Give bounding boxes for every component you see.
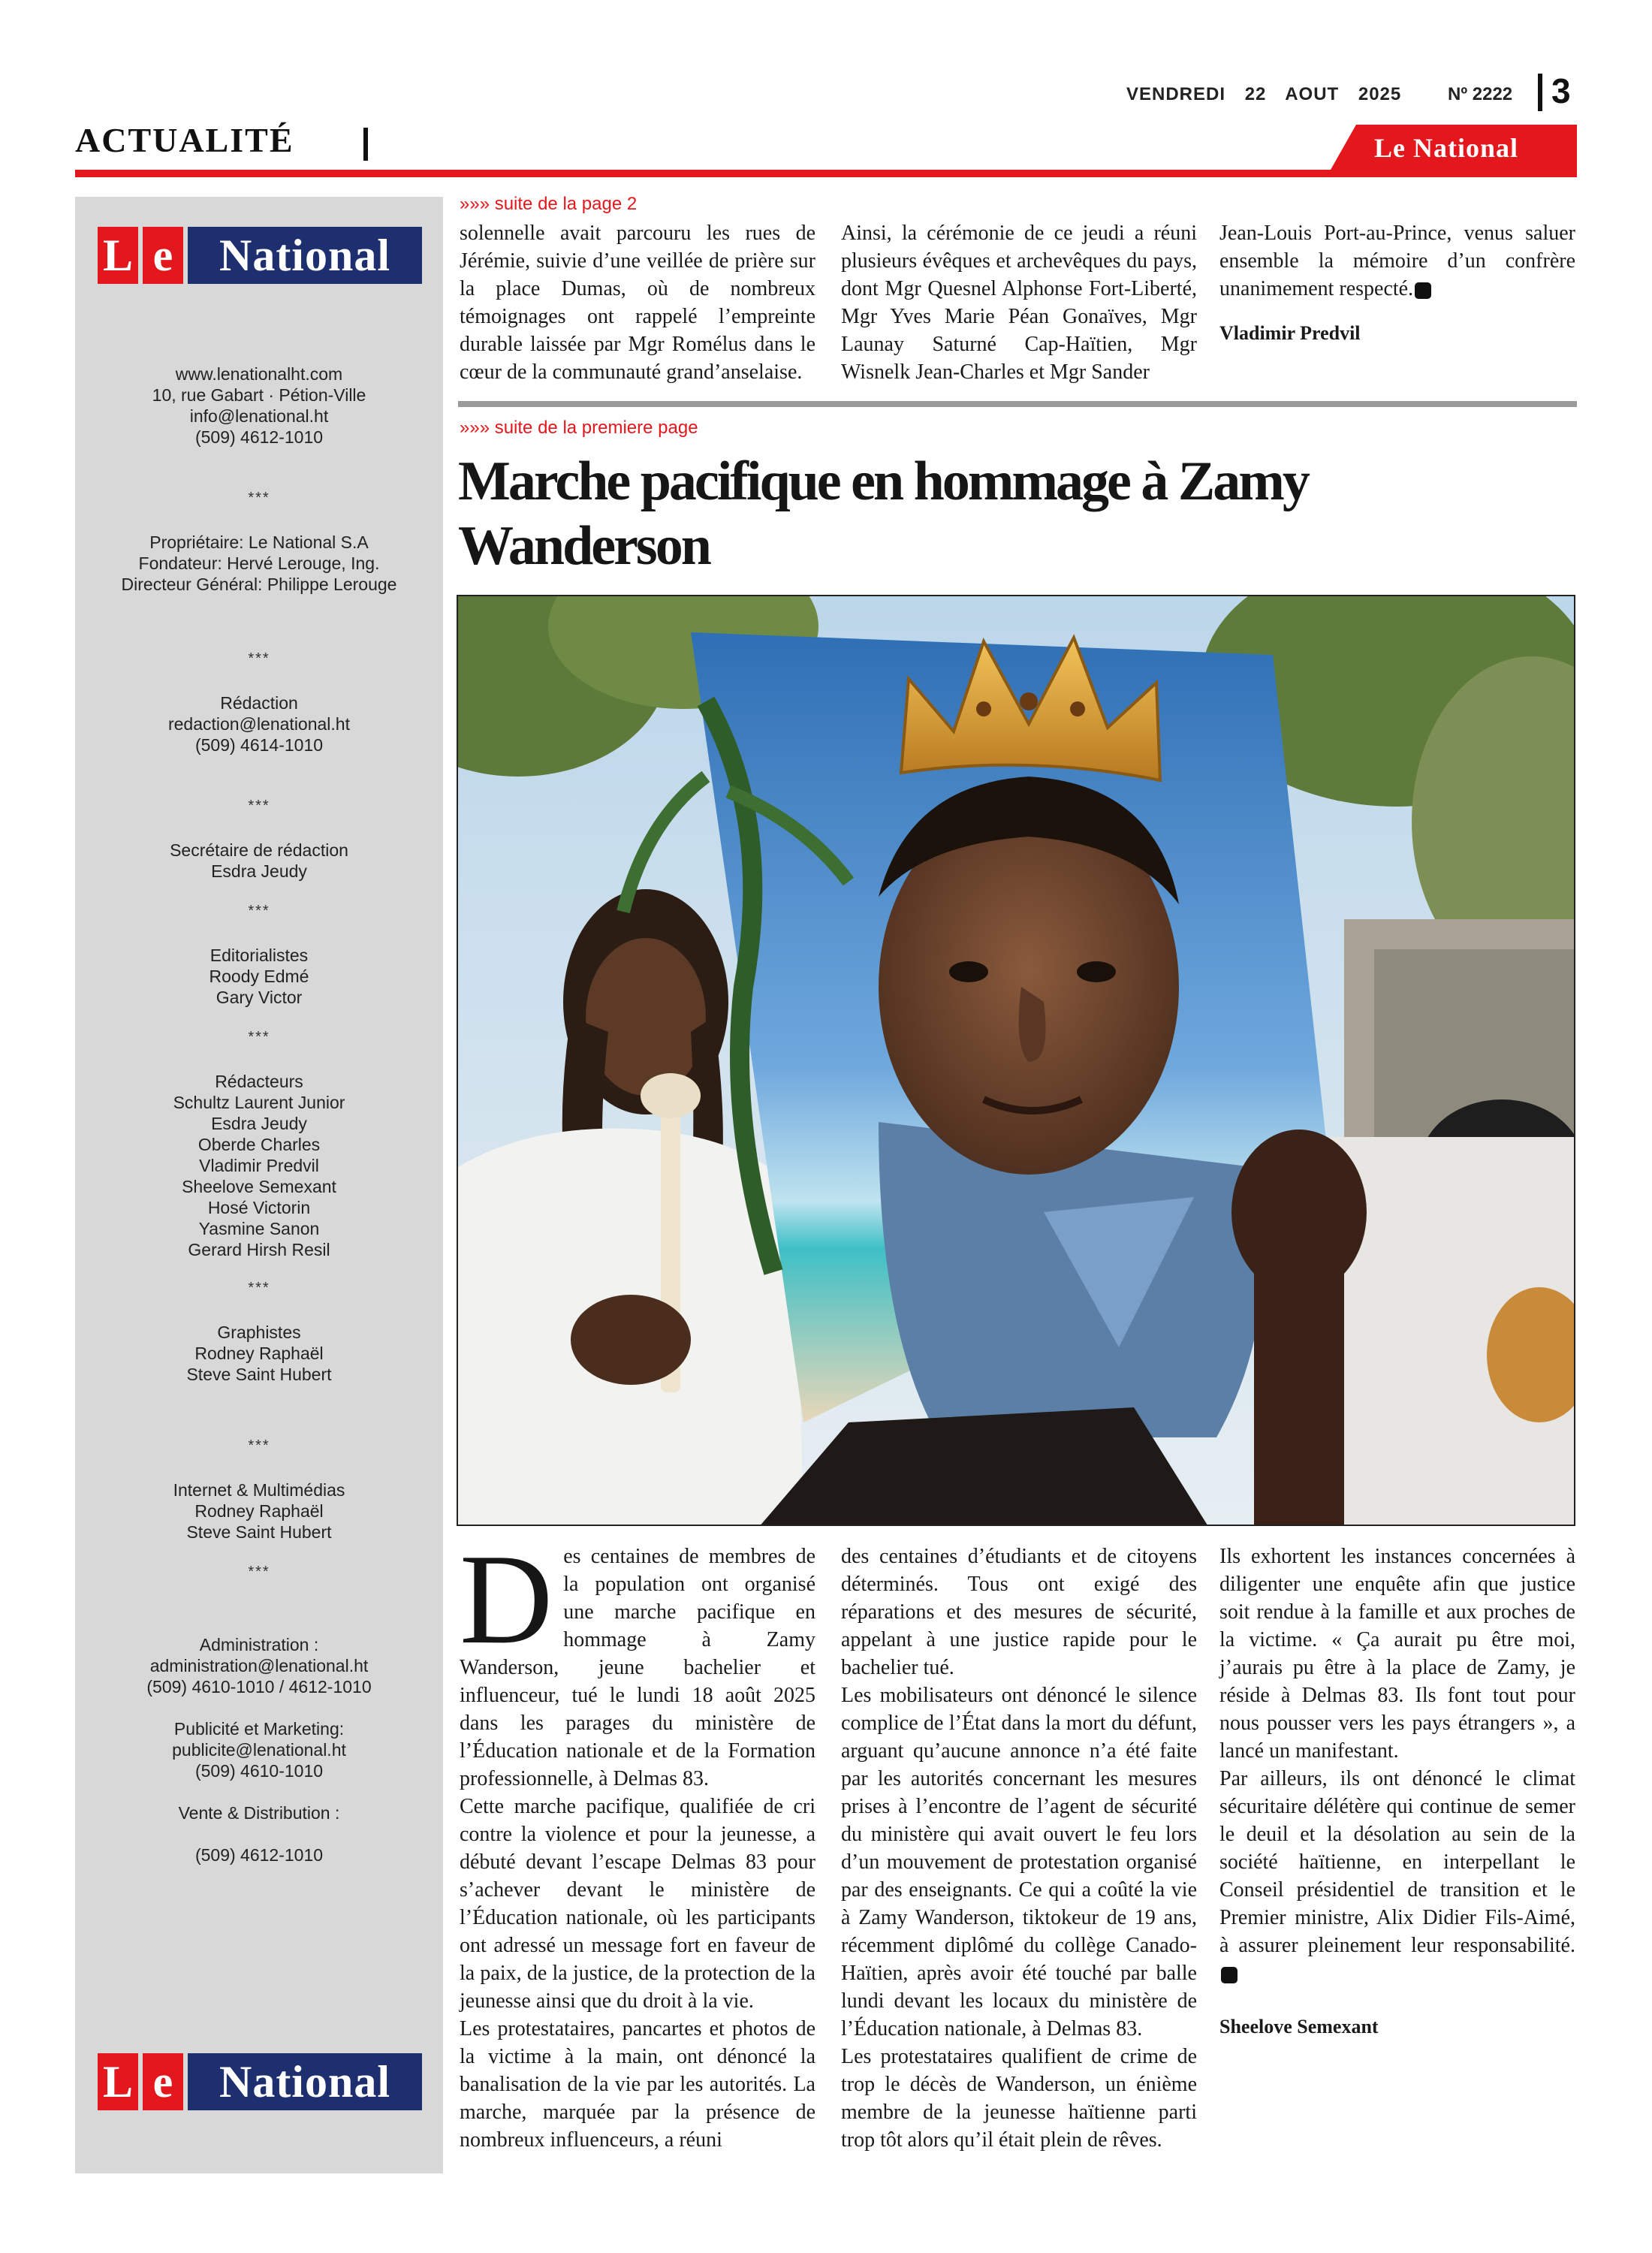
continuation-paragraph [1219,219,1575,303]
separator: *** [248,490,270,506]
separator: *** [248,650,270,667]
article-paragraph: Ils exhortent les instances concernées à diligenter une enquête afin que justice soit rendue à la famille et aux proches de la victime. « Ça aurait pu être moi, j’aurais pu être à la place de Zamy, je réside à Delmas 83. Ils font tout pour nous pousser vers les pays étrangers », a lancé un manifestant. [1219,1545,1575,1763]
administration-title: Administration : [199,1635,319,1654]
continuation-paragraph: solennelle avait parcouru les rues de Jérémie, suivie d’une veillée de prière sur la place Dumas, où de nombreux témoignages ont rappelé l’empreinte durable laissée par Mgr Romélus dans le cœur de la communauté grand’anselaise. [460,222,815,384]
editorialistes-block [75,945,443,1008]
address: 10, rue Gabart · Pétion-Ville [152,385,366,405]
administration-email: administration@lenational.ht [149,1656,369,1675]
drop-cap: D [460,1528,553,1671]
secretaire-title: Secrétaire de rédaction [170,840,348,860]
continuation-paragraph: Ainsi, la cérémonie de ce jeudi a réuni plusieurs évêques et archevêques du pays, dont Mgr Quesnel Alphonse Fort-Liberté, Mgr Yves Marie Péan Gonaïves, Mgr Launay Saturné Cap-Haïtien, Mgr Wisnelk Jean-Charles et Mgr Sander [841,222,1197,384]
le-national-logo [98,227,422,284]
redaction-block [75,692,443,756]
redacteur-name: Gerard Hirsh Resil [188,1240,330,1259]
article-paragraph [1219,1765,1575,1987]
contact-block [75,363,443,448]
date-month: AOUT [1285,84,1340,104]
separator: *** [248,1029,270,1045]
editorialiste-name: Roody Edmé [209,967,309,986]
editorialiste-name: Gary Victor [216,988,303,1007]
owners-block [75,532,443,595]
date-year: 2025 [1358,84,1402,104]
editorialistes-title: Editorialistes [210,946,309,965]
masthead-sidebar [75,197,443,2173]
header-rule [75,170,1577,177]
publicite-phone: (509) 4610-1010 [194,1761,324,1781]
founder-line: Fondateur: Hervé Lerouge, Ing. [138,553,380,573]
redacteur-name: Hosé Victorin [207,1198,311,1217]
date-number: 22 [1244,84,1267,104]
page-number-divider [1538,74,1542,111]
vente-block [75,1802,443,1823]
article-paragraph-text: es centaines de membres de la population ont organisé une marche pacifique en hommage à Zamy Wanderson, jeune bachelier et influenceur, tué le lundi 18 août 2025 dans les parages du ministère de l’Éducation nationale et de la Formation professionnelle, à Delmas 83. [460,1545,815,1790]
internet-name: Steve Saint Hubert [186,1522,332,1542]
separator: *** [248,798,270,814]
internet-block [75,1479,443,1543]
redacteurs-block [75,1071,443,1260]
redaction-email: redaction@lenational.ht [167,714,350,734]
end-of-article-icon [1415,282,1431,299]
continuation-byline: Vladimir Predvil [1219,322,1361,344]
logo-letter-l: L [98,227,138,284]
redacteur-name: Schultz Laurent Junior [173,1093,345,1112]
article-paragraph: des centaines d’étudiants et de citoyens déterminés. Tous ont exigé des réparations et des mesures de sécurité, appelant à une justice rapide pour le bachelier tué. [841,1545,1197,1679]
article-byline: Sheelove Semexant [1219,2016,1379,2037]
vente-phone: (509) 4612-1010 [194,1845,324,1865]
email: info@lenational.ht [189,406,329,426]
graphistes-block [75,1322,443,1385]
separator: *** [248,1280,270,1296]
article-paragraph [460,1528,815,1793]
article-column-2 [841,1543,1197,2154]
redaction-title: Rédaction [220,693,298,713]
article-paragraph: Les protestataires, pancartes et photos de la victime à la main, ont dénoncé la banalisation de la vie par les autorités. La marche, marquée par la présence de nombreux influenceurs, a réuni [460,2017,815,2152]
article-photo [457,595,1575,1526]
article-column-3 [1219,1543,1575,2040]
continuation-column-1 [460,219,815,386]
issue-date [1126,84,1415,105]
logo-letter-e: e [143,2053,183,2110]
article-paragraph-text: Par ailleurs, ils ont dénoncé le climat sécuritaire délétère qui continue de semer le deuil et la désolation au sein de la société haïtienne, en interpellant le Conseil présidentiel de transition et le Premier ministre, Alix Didier Fils-Aimé, à assurer pleinement leur responsabilité. [1219,1767,1575,1957]
logo-letter-e: e [143,227,183,284]
date-day: VENDREDI [1126,84,1226,104]
page-number: 3 [1551,71,1571,110]
separator: *** [248,903,270,919]
website: www.lenationalht.com [175,364,343,384]
redacteur-name: Yasmine Sanon [198,1219,320,1238]
redaction-phone: (509) 4614-1010 [194,735,324,755]
redacteur-name: Sheelove Semexant [182,1177,336,1196]
continuation-column-3 [1219,219,1575,347]
administration-block [75,1634,443,1697]
article-divider [458,401,1577,407]
vente-title: Vente & Distribution : [178,1803,340,1823]
issue-number: Nº 2222 [1448,84,1513,104]
redacteur-name: Oberde Charles [197,1135,321,1154]
separator: *** [248,1564,270,1580]
article-headline: Marche pacifique en hommage à Zamy Wanderson [458,451,1308,577]
phone: (509) 4612-1010 [194,427,324,447]
logo-letter-l: L [98,2053,138,2110]
separator: *** [248,1437,270,1454]
article-paragraph: Cette marche pacifique, qualifiée de cri contre la violence et pour la jeunesse, a débuté devant l’escape Delmas 83 pour s’achever devant le ministère de l’Éducation nationale, où les participants ont adressé un message fort en faveur de la paix, de la justice, de la protection de la jeunesse ainsi que du droit à la vie. [460,1795,815,2013]
publicite-title: Publicité et Marketing: [173,1719,345,1739]
redacteurs-title: Rédacteurs [215,1072,303,1091]
redacteur-name: Esdra Jeudy [211,1114,307,1133]
continuation-paragraph-text: Jean-Louis Port-au-Prince, venus saluer ensemble la mémoire d’un confrère unanimement respecté. [1219,222,1575,300]
graphiste-name: Rodney Raphaël [194,1344,324,1363]
article-paragraph: Les mobilisateurs ont dénoncé le silence complice de l’État dans la mort du défunt, arguant qu’aucune annonce n’a été faite par les autorités concernant les mesures prises à l’encontre de l’agent de sécurité du ministère qui avait ouvert le feu lors d’un mouvement de protestation organisé par des enseignants. Ce qui a coûté la vie à Zamy Wanderson, tiktokeur de 19 ans, récemment diplômé du collège Canado-Haïtien, après avoir été touché par balle lundi devant les locaux du ministère de l’Éducation nationale, à Delmas 83. [841,1684,1197,2040]
secretaire-block [75,840,443,882]
section-title: ACTUALITÉ [75,121,294,159]
continuation-column-2 [841,219,1197,386]
publicite-email: publicite@lenational.ht [172,1740,346,1760]
administration-phone: (509) 4610-1010 / 4612-1010 [146,1677,372,1697]
le-national-logo-bottom [98,2053,422,2110]
brand-tab-label: Le National [1374,133,1519,163]
publicite-block [75,1718,443,1781]
section-divider [363,128,368,161]
internet-title: Internet & Multimédias [173,1480,345,1500]
continuation-label: »»» suite de la page 2 [460,194,638,214]
secretaire-name: Esdra Jeudy [211,861,307,881]
director-line: Directeur Général: Philippe Lerouge [121,575,397,594]
article-column-1 [460,1528,815,2154]
graphiste-name: Steve Saint Hubert [186,1365,332,1384]
photo-illustration [458,596,1575,1526]
article-continuation-label: »»» suite de la premiere page [460,418,698,438]
logo-word-national: National [188,2053,422,2110]
end-of-article-icon [1221,1967,1237,1983]
redacteur-name: Vladimir Predvil [199,1156,319,1175]
graphistes-title: Graphistes [217,1323,301,1342]
logo-word-national: National [188,227,422,284]
internet-name: Rodney Raphaël [194,1501,324,1521]
article-paragraph: Les protestataires qualifient de crime de trop le décès de Wanderson, un énième membre de la jeunesse haïtienne parti trop tôt alors qu’il était plein de rêves. [841,2045,1197,2152]
owner-line: Propriétaire: Le National S.A [149,532,369,552]
